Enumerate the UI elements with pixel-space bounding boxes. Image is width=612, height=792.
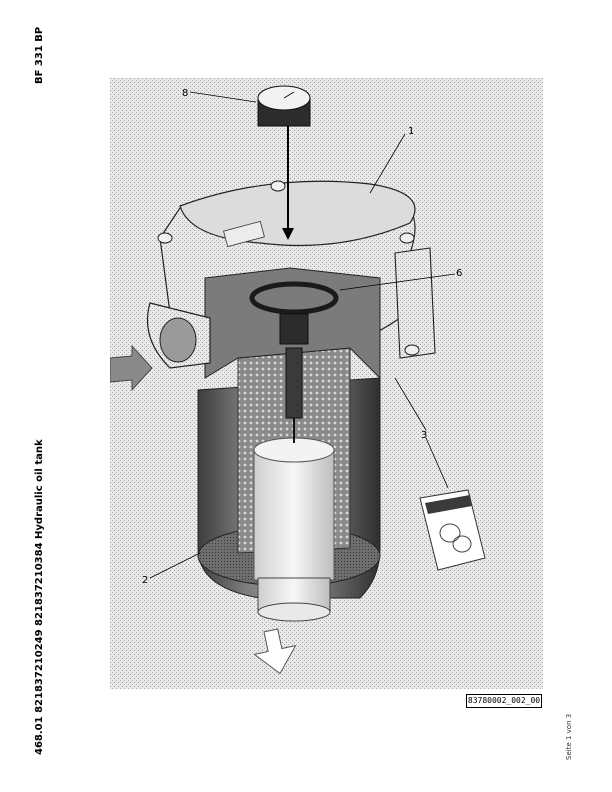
callout-2: 2 (142, 575, 149, 586)
model-number: BF 331 BP (34, 26, 45, 84)
callout-1: 1 (408, 126, 415, 137)
page-indicator: Seite 1 von 3 (565, 713, 573, 760)
callout-6: 6 (456, 268, 463, 279)
bypass-valve (286, 348, 302, 418)
center-tube (254, 450, 334, 580)
figure-code: 83780002_002_00 (466, 694, 542, 708)
callout-3: 3 (421, 430, 428, 441)
document-title: 468.01 821837210249 821837210384 Hydraulic oil tank (34, 439, 45, 755)
mounting-bracket (395, 248, 435, 358)
callout-8: 8 (182, 88, 189, 99)
hydraulic-filter-illustration (110, 78, 543, 689)
